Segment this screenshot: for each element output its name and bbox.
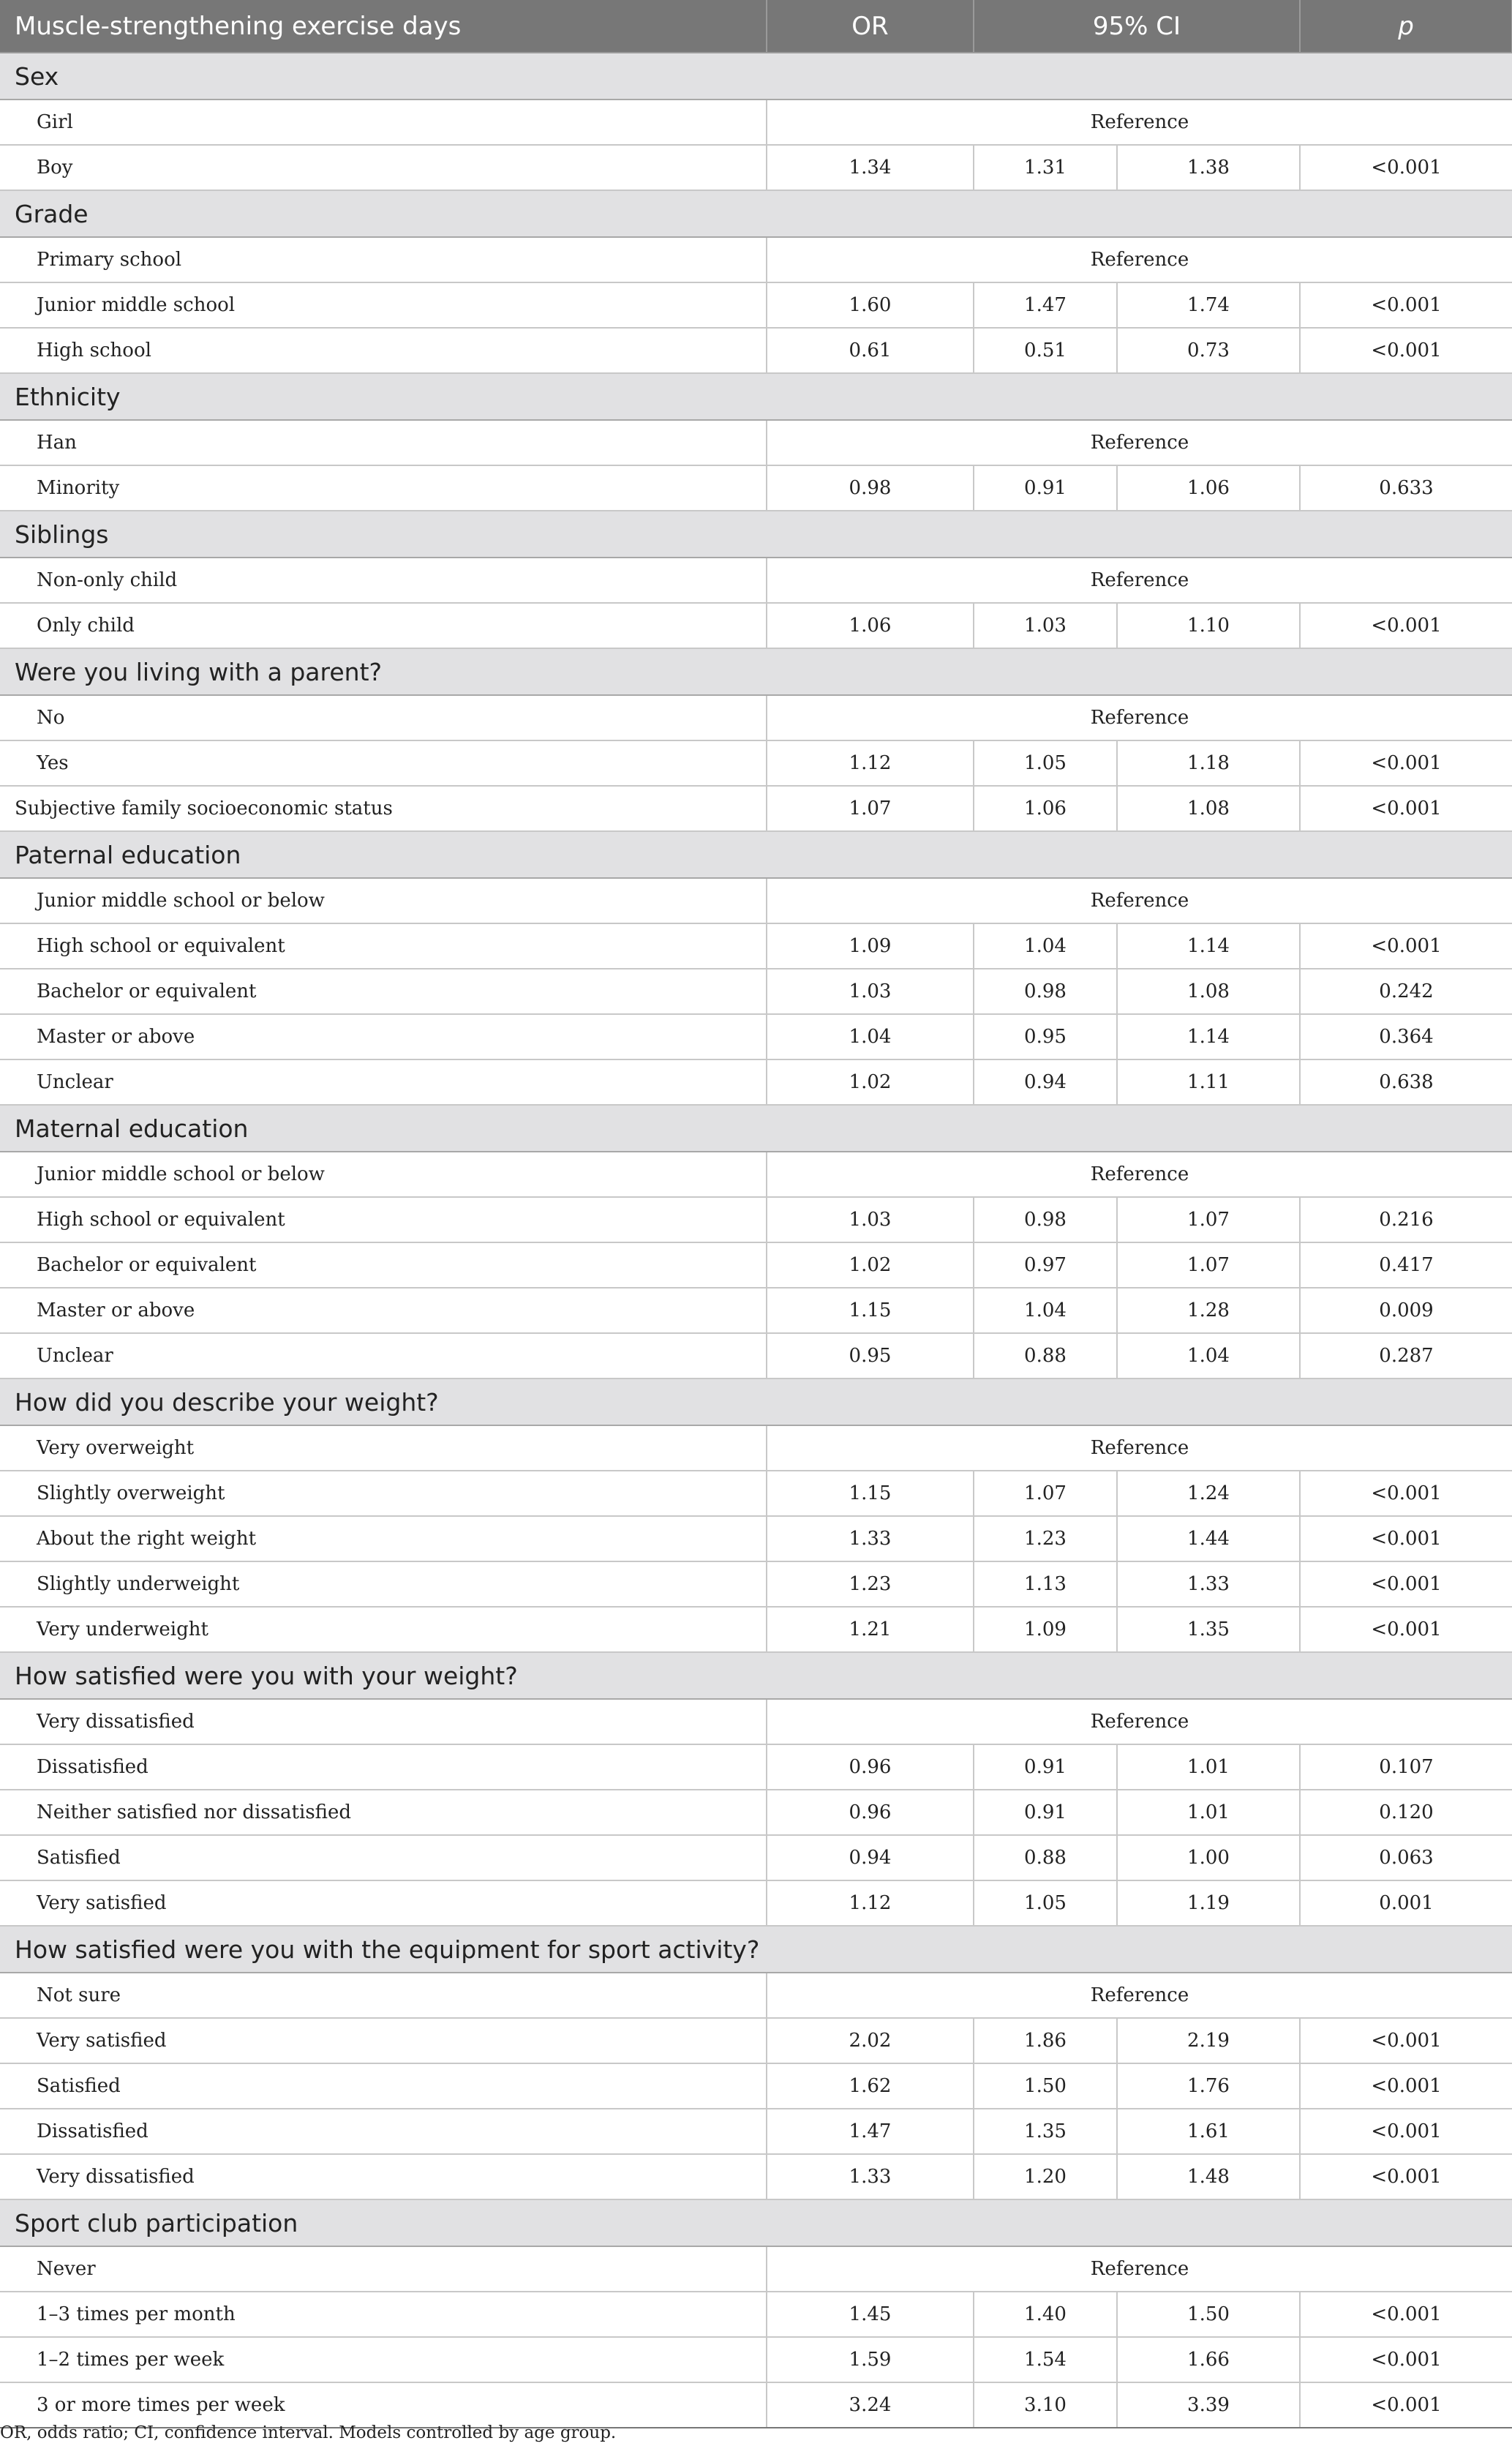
table-row	[0, 740, 1512, 786]
or-cell: 1.04	[767, 1014, 974, 1059]
or-cell: 1.02	[767, 1059, 974, 1105]
table-row	[0, 1607, 1512, 1652]
ci-lower-cell: 0.98	[974, 969, 1117, 1014]
ci-lower-cell: 1.06	[974, 786, 1117, 831]
or-cell: 1.45	[767, 2292, 974, 2337]
reference-cell: Reference	[767, 237, 1512, 282]
p-value-cell: <0.001	[1300, 328, 1512, 373]
ci-upper-cell: 1.19	[1117, 1880, 1300, 1926]
row-label: Very satisfied	[0, 2018, 767, 2063]
ci-lower-cell: 0.94	[974, 1059, 1117, 1105]
or-cell: 0.95	[767, 1333, 974, 1378]
table-row	[0, 558, 1512, 603]
or-cell: 0.96	[767, 1744, 974, 1790]
table-row	[0, 2063, 1512, 2109]
row-label: No	[0, 695, 767, 740]
table-row	[0, 1288, 1512, 1333]
table-header-row	[0, 0, 1512, 53]
ci-upper-cell: 1.33	[1117, 1561, 1300, 1607]
section-header-row	[0, 2199, 1512, 2246]
row-label: Very dissatisfied	[0, 1699, 767, 1744]
section-title: How satisfied were you with your weight?	[0, 1652, 1512, 1699]
section-title: Ethnicity	[0, 373, 1512, 420]
reference-cell: Reference	[767, 2246, 1512, 2292]
row-label: High school or equivalent	[0, 1197, 767, 1242]
p-value-cell: 0.216	[1300, 1197, 1512, 1242]
table-row	[0, 1471, 1512, 1516]
or-cell: 1.12	[767, 1880, 974, 1926]
or-cell: 0.94	[767, 1835, 974, 1880]
section-title: Siblings	[0, 511, 1512, 558]
row-label: Junior middle school	[0, 282, 767, 328]
table-row	[0, 237, 1512, 282]
ci-upper-cell: 1.08	[1117, 786, 1300, 831]
section-title: How satisfied were you with the equipment for sport activity?	[0, 1926, 1512, 1973]
row-label: Junior middle school or below	[0, 1152, 767, 1197]
ci-lower-cell: 0.88	[974, 1835, 1117, 1880]
table-row	[0, 1561, 1512, 1607]
row-label: Satisfied	[0, 1835, 767, 1880]
p-value-cell: <0.001	[1300, 1561, 1512, 1607]
table-row	[0, 1197, 1512, 1242]
table-row	[0, 2246, 1512, 2292]
p-value-cell: <0.001	[1300, 2109, 1512, 2154]
p-value-cell: 0.063	[1300, 1835, 1512, 1880]
ci-lower-cell: 1.07	[974, 1471, 1117, 1516]
ci-lower-cell: 1.13	[974, 1561, 1117, 1607]
ci-lower-cell: 0.91	[974, 465, 1117, 511]
reference-cell: Reference	[767, 695, 1512, 740]
ci-upper-cell: 1.14	[1117, 923, 1300, 969]
ci-lower-cell: 1.31	[974, 145, 1117, 190]
ci-upper-cell: 0.73	[1117, 328, 1300, 373]
ci-upper-cell: 1.61	[1117, 2109, 1300, 2154]
ci-lower-cell: 0.91	[974, 1790, 1117, 1835]
reference-cell: Reference	[767, 1699, 1512, 1744]
table-row	[0, 1516, 1512, 1561]
ci-lower-cell: 0.91	[974, 1744, 1117, 1790]
row-label: Very underweight	[0, 1607, 767, 1652]
or-cell: 1.33	[767, 2154, 974, 2199]
ci-lower-cell: 0.98	[974, 1197, 1117, 1242]
section-header-row	[0, 373, 1512, 420]
row-label: Not sure	[0, 1973, 767, 2018]
ci-lower-cell: 1.20	[974, 2154, 1117, 2199]
table-row	[0, 1014, 1512, 1059]
ci-upper-cell: 1.28	[1117, 1288, 1300, 1333]
p-value-cell: 0.638	[1300, 1059, 1512, 1105]
ci-upper-cell: 2.19	[1117, 2018, 1300, 2063]
row-label: Only child	[0, 603, 767, 648]
row-label: Subjective family socioeconomic status	[0, 786, 767, 831]
ci-lower-cell: 0.51	[974, 328, 1117, 373]
ci-lower-cell: 1.40	[974, 2292, 1117, 2337]
or-cell: 1.33	[767, 1516, 974, 1561]
row-label: Junior middle school or below	[0, 878, 767, 923]
section-title: Paternal education	[0, 831, 1512, 878]
ci-upper-cell: 1.76	[1117, 2063, 1300, 2109]
table-row	[0, 969, 1512, 1014]
or-cell: 1.21	[767, 1607, 974, 1652]
reference-cell: Reference	[767, 1425, 1512, 1471]
ci-upper-cell: 1.01	[1117, 1790, 1300, 1835]
section-header-row	[0, 190, 1512, 237]
ci-lower-cell: 1.23	[974, 1516, 1117, 1561]
p-value-cell: 0.009	[1300, 1288, 1512, 1333]
row-label: Master or above	[0, 1288, 767, 1333]
or-cell: 0.98	[767, 465, 974, 511]
row-label: Never	[0, 2246, 767, 2292]
table-row	[0, 1699, 1512, 1744]
ci-lower-cell: 0.88	[974, 1333, 1117, 1378]
ci-upper-cell: 1.07	[1117, 1242, 1300, 1288]
row-label: Unclear	[0, 1333, 767, 1378]
reference-cell: Reference	[767, 878, 1512, 923]
table-row	[0, 786, 1512, 831]
ci-lower-cell: 1.05	[974, 740, 1117, 786]
p-value-cell: <0.001	[1300, 282, 1512, 328]
table-row	[0, 2337, 1512, 2382]
table-row	[0, 145, 1512, 190]
p-value-cell: <0.001	[1300, 2063, 1512, 2109]
ci-lower-cell: 0.97	[974, 1242, 1117, 1288]
section-header-row	[0, 1105, 1512, 1152]
row-label: Slightly underweight	[0, 1561, 767, 1607]
or-cell: 1.47	[767, 2109, 974, 2154]
section-header-row	[0, 1378, 1512, 1425]
reference-cell: Reference	[767, 420, 1512, 465]
ci-upper-cell: 1.50	[1117, 2292, 1300, 2337]
reference-cell: Reference	[767, 1152, 1512, 1197]
section-header-row	[0, 1652, 1512, 1699]
or-cell: 1.03	[767, 1197, 974, 1242]
or-cell: 1.07	[767, 786, 974, 831]
ci-lower-cell: 1.86	[974, 2018, 1117, 2063]
ci-upper-cell: 1.07	[1117, 1197, 1300, 1242]
or-cell: 1.34	[767, 145, 974, 190]
or-cell: 1.06	[767, 603, 974, 648]
row-label: Non-only child	[0, 558, 767, 603]
ci-lower-cell: 1.54	[974, 2337, 1117, 2382]
section-title: Were you living with a parent?	[0, 648, 1512, 695]
ci-upper-cell: 1.06	[1117, 465, 1300, 511]
p-value-cell: 0.417	[1300, 1242, 1512, 1288]
or-cell: 0.96	[767, 1790, 974, 1835]
or-cell: 1.62	[767, 2063, 974, 2109]
ci-upper-cell: 1.44	[1117, 1516, 1300, 1561]
p-value-cell: <0.001	[1300, 2018, 1512, 2063]
or-cell: 1.15	[767, 1288, 974, 1333]
table-row	[0, 2154, 1512, 2199]
row-label: Minority	[0, 465, 767, 511]
table-row	[0, 1242, 1512, 1288]
or-cell: 1.02	[767, 1242, 974, 1288]
row-label: Neither satisfied nor dissatisfied	[0, 1790, 767, 1835]
reference-cell: Reference	[767, 1973, 1512, 2018]
p-value-cell: 0.633	[1300, 465, 1512, 511]
table-row	[0, 420, 1512, 465]
header-ci: 95% CI	[974, 0, 1300, 53]
table-row	[0, 100, 1512, 145]
row-label: High school or equivalent	[0, 923, 767, 969]
table-row	[0, 923, 1512, 969]
ci-upper-cell: 3.39	[1117, 2382, 1300, 2428]
or-cell: 1.23	[767, 1561, 974, 1607]
p-value-cell: 0.107	[1300, 1744, 1512, 1790]
table-row	[0, 1152, 1512, 1197]
table-row	[0, 695, 1512, 740]
p-value-cell: <0.001	[1300, 923, 1512, 969]
table-row	[0, 465, 1512, 511]
p-value-cell: <0.001	[1300, 2154, 1512, 2199]
table-row	[0, 328, 1512, 373]
ci-upper-cell: 1.74	[1117, 282, 1300, 328]
row-label: Master or above	[0, 1014, 767, 1059]
table-row	[0, 1973, 1512, 2018]
table-row	[0, 1835, 1512, 1880]
table-row	[0, 2382, 1512, 2428]
ci-lower-cell: 1.50	[974, 2063, 1117, 2109]
ci-lower-cell: 1.05	[974, 1880, 1117, 1926]
ci-lower-cell: 1.09	[974, 1607, 1117, 1652]
row-label: Very satisfied	[0, 1880, 767, 1926]
header-p: p	[1300, 0, 1512, 53]
table-row	[0, 1880, 1512, 1926]
table-row	[0, 2018, 1512, 2063]
ci-lower-cell: 0.95	[974, 1014, 1117, 1059]
or-cell: 0.61	[767, 328, 974, 373]
p-value-cell: 0.120	[1300, 1790, 1512, 1835]
ci-upper-cell: 1.35	[1117, 1607, 1300, 1652]
row-label: Bachelor or equivalent	[0, 969, 767, 1014]
row-label: About the right weight	[0, 1516, 767, 1561]
table-row	[0, 2292, 1512, 2337]
table-row	[0, 1333, 1512, 1378]
row-label: Satisfied	[0, 2063, 767, 2109]
section-header-row	[0, 1926, 1512, 1973]
or-cell: 1.12	[767, 740, 974, 786]
ci-lower-cell: 1.47	[974, 282, 1117, 328]
section-title: Maternal education	[0, 1105, 1512, 1152]
p-value-cell: <0.001	[1300, 1516, 1512, 1561]
p-value-cell: 0.242	[1300, 969, 1512, 1014]
ci-lower-cell: 1.03	[974, 603, 1117, 648]
section-header-row	[0, 648, 1512, 695]
ci-upper-cell: 1.66	[1117, 2337, 1300, 2382]
header-variable: Muscle-strengthening exercise days	[0, 0, 767, 53]
or-cell: 2.02	[767, 2018, 974, 2063]
ci-upper-cell: 1.38	[1117, 145, 1300, 190]
row-label: Bachelor or equivalent	[0, 1242, 767, 1288]
ci-upper-cell: 1.01	[1117, 1744, 1300, 1790]
p-value-cell: 0.364	[1300, 1014, 1512, 1059]
ci-upper-cell: 1.08	[1117, 969, 1300, 1014]
p-value-cell: 0.001	[1300, 1880, 1512, 1926]
row-label: Dissatisfied	[0, 1744, 767, 1790]
row-label: Primary school	[0, 237, 767, 282]
ci-upper-cell: 1.10	[1117, 603, 1300, 648]
row-label: Boy	[0, 145, 767, 190]
p-value-cell: <0.001	[1300, 740, 1512, 786]
p-value-cell: <0.001	[1300, 2292, 1512, 2337]
ci-upper-cell: 1.48	[1117, 2154, 1300, 2199]
section-title: Sport club participation	[0, 2199, 1512, 2246]
ci-lower-cell: 3.10	[974, 2382, 1117, 2428]
ci-upper-cell: 1.00	[1117, 1835, 1300, 1880]
row-label: Unclear	[0, 1059, 767, 1105]
table-row	[0, 603, 1512, 648]
row-label: Very overweight	[0, 1425, 767, 1471]
row-label: 3 or more times per week	[0, 2382, 767, 2428]
p-value-cell: <0.001	[1300, 2382, 1512, 2428]
row-label: Girl	[0, 100, 767, 145]
row-label: Slightly overweight	[0, 1471, 767, 1516]
section-header-row	[0, 511, 1512, 558]
ci-upper-cell: 1.11	[1117, 1059, 1300, 1105]
table-row	[0, 2109, 1512, 2154]
p-value-cell: <0.001	[1300, 786, 1512, 831]
ci-upper-cell: 1.14	[1117, 1014, 1300, 1059]
ci-upper-cell: 1.24	[1117, 1471, 1300, 1516]
ci-upper-cell: 1.04	[1117, 1333, 1300, 1378]
p-value-cell: <0.001	[1300, 1607, 1512, 1652]
section-header-row	[0, 831, 1512, 878]
header-or: OR	[767, 0, 974, 53]
row-label: 1–3 times per month	[0, 2292, 767, 2337]
or-cell: 1.15	[767, 1471, 974, 1516]
table-row	[0, 1059, 1512, 1105]
reference-cell: Reference	[767, 100, 1512, 145]
section-title: Sex	[0, 53, 1512, 100]
reference-cell: Reference	[767, 558, 1512, 603]
p-value-cell: 0.287	[1300, 1333, 1512, 1378]
p-value-cell: <0.001	[1300, 603, 1512, 648]
ci-lower-cell: 1.04	[974, 923, 1117, 969]
or-cell: 1.03	[767, 969, 974, 1014]
table-footnote: OR, odds ratio; CI, confidence interval. Models controlled by age group.	[0, 2423, 617, 2442]
ci-lower-cell: 1.35	[974, 2109, 1117, 2154]
ci-lower-cell: 1.04	[974, 1288, 1117, 1333]
row-label: Han	[0, 420, 767, 465]
table-row	[0, 878, 1512, 923]
table-row	[0, 1425, 1512, 1471]
table-row	[0, 1744, 1512, 1790]
p-value-cell: <0.001	[1300, 1471, 1512, 1516]
section-title: How did you describe your weight?	[0, 1378, 1512, 1425]
row-label: High school	[0, 328, 767, 373]
section-title: Grade	[0, 190, 1512, 237]
or-cell: 1.59	[767, 2337, 974, 2382]
table-row	[0, 282, 1512, 328]
ci-upper-cell: 1.18	[1117, 740, 1300, 786]
table-row	[0, 1790, 1512, 1835]
p-value-cell: <0.001	[1300, 145, 1512, 190]
section-header-row	[0, 53, 1512, 100]
table-body	[0, 53, 1512, 2428]
p-value-cell: <0.001	[1300, 2337, 1512, 2382]
or-cell: 3.24	[767, 2382, 974, 2428]
row-label: Very dissatisfied	[0, 2154, 767, 2199]
row-label: Dissatisfied	[0, 2109, 767, 2154]
row-label: 1–2 times per week	[0, 2337, 767, 2382]
row-label: Yes	[0, 740, 767, 786]
or-cell: 1.60	[767, 282, 974, 328]
or-cell: 1.09	[767, 923, 974, 969]
